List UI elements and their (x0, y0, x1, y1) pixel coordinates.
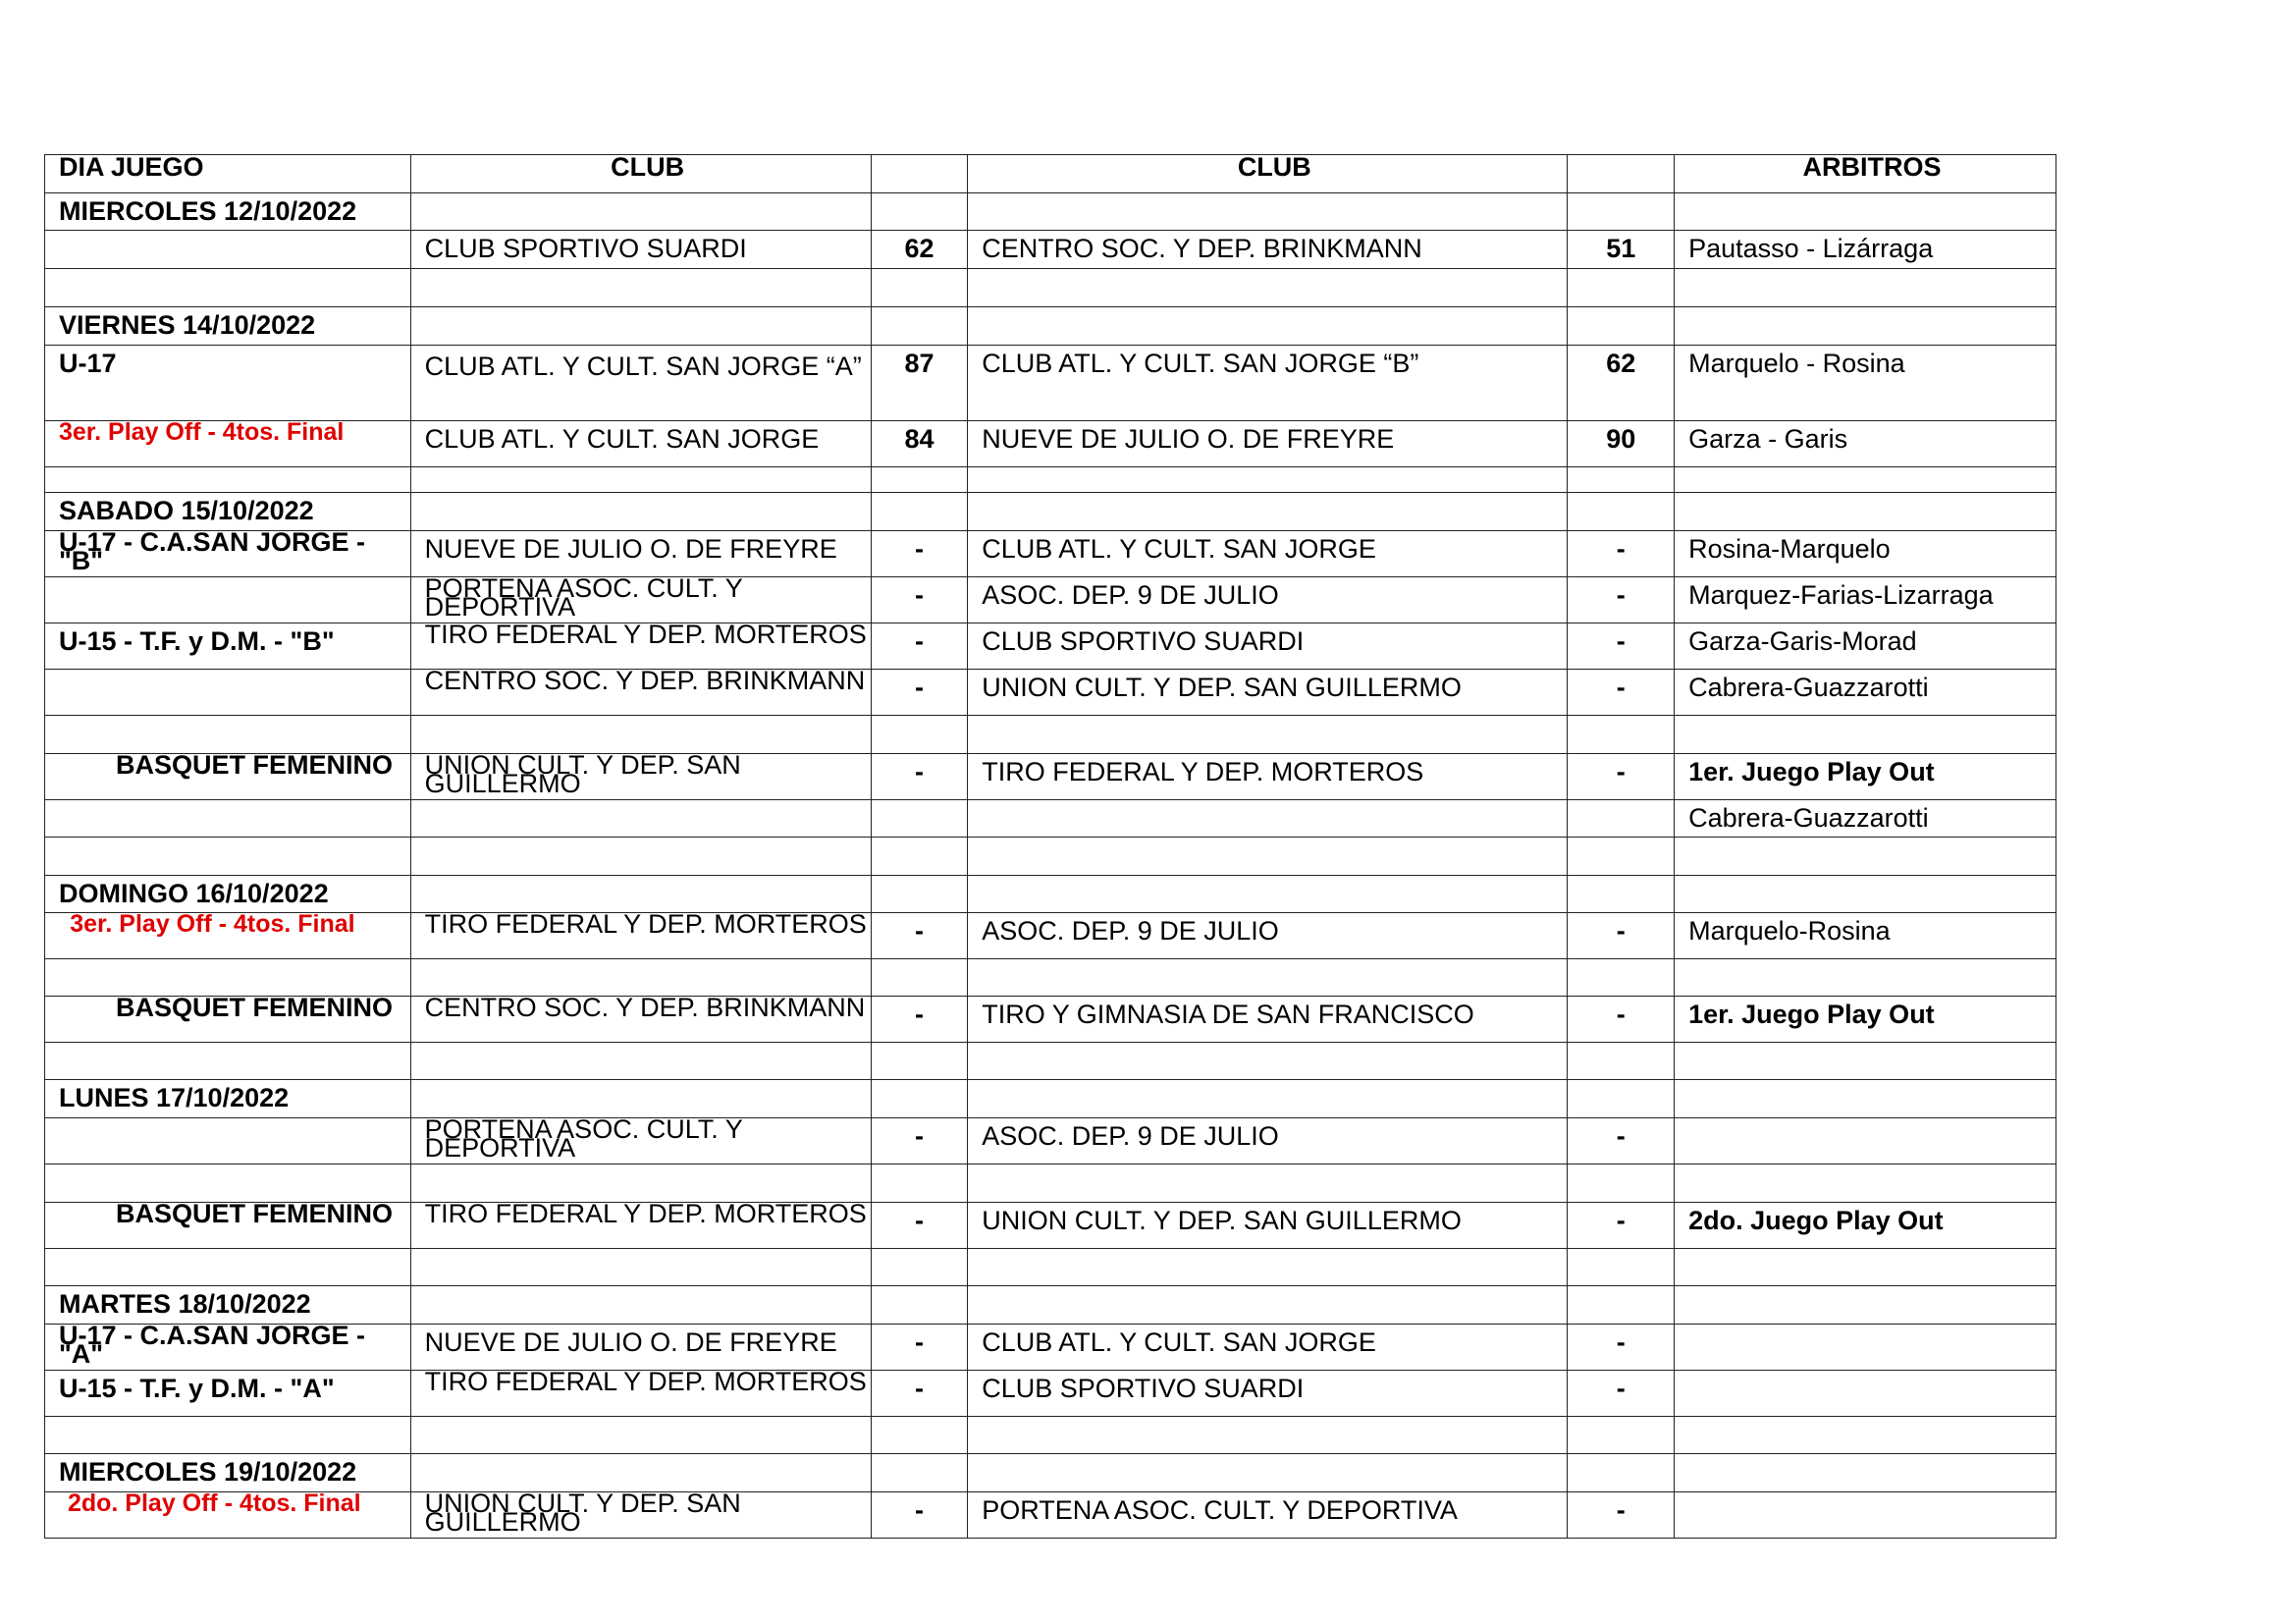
empty-row (45, 716, 2056, 754)
date-cell: VIERNES 14/10/2022 (45, 307, 411, 346)
arbitros: 1er. Juego Play Out (1675, 997, 2056, 1043)
score-visitante: 90 (1568, 421, 1675, 467)
score-local: - (871, 531, 967, 577)
club-local: UNION CULT. Y DEP. SAN GUILLERMO (410, 754, 871, 800)
date-cell: DOMINGO 16/10/2022 (45, 876, 411, 913)
category-cell: U-15 - T.F. y D.M. - "B" (45, 623, 411, 670)
club-local: TIRO FEDERAL Y DEP. MORTEROS (410, 1371, 871, 1417)
date-cell: LUNES 17/10/2022 (45, 1080, 411, 1118)
match-row (45, 1203, 2056, 1249)
match-row (45, 421, 2056, 467)
club-visitante: TIRO FEDERAL Y DEP. MORTEROS (968, 754, 1568, 800)
date-row (45, 1454, 2056, 1492)
match-row (45, 577, 2056, 623)
category-cell: 3er. Play Off - 4tos. Final (45, 421, 411, 467)
score-local: - (871, 623, 967, 670)
club-visitante: CLUB ATL. Y CULT. SAN JORGE (968, 1325, 1568, 1371)
date-cell: MIERCOLES 19/10/2022 (45, 1454, 411, 1492)
empty-row (45, 1417, 2056, 1454)
club-local: TIRO FEDERAL Y DEP. MORTEROS (410, 913, 871, 959)
score-visitante: - (1568, 997, 1675, 1043)
arbitros: Marquelo - Rosina (1675, 346, 2056, 421)
score-visitante: - (1568, 913, 1675, 959)
club-visitante: CENTRO SOC. Y DEP. BRINKMANN (968, 231, 1568, 269)
score-visitante: 62 (1568, 346, 1675, 421)
club-local: CENTRO SOC. Y DEP. BRINKMANN (410, 670, 871, 716)
date-row (45, 1286, 2056, 1325)
category-cell: U-17 - C.A.SAN JORGE - "B" (45, 531, 411, 577)
club-local: UNION CULT. Y DEP. SAN GUILLERMO (410, 1492, 871, 1539)
match-row (45, 531, 2056, 577)
empty-row (45, 959, 2056, 997)
club-local: PORTENA ASOC. CULT. Y DEPORTIVA (410, 1118, 871, 1164)
match-row (45, 1492, 2056, 1539)
match-row (45, 754, 2056, 800)
date-row (45, 307, 2056, 346)
club-local: TIRO FEDERAL Y DEP. MORTEROS (410, 623, 871, 670)
empty-row (45, 269, 2056, 307)
header-row (45, 155, 2056, 193)
col-arbitros: ARBITROS (1675, 155, 2056, 193)
empty-row (45, 1249, 2056, 1286)
date-row (45, 1080, 2056, 1118)
club-visitante: TIRO Y GIMNASIA DE SAN FRANCISCO (968, 997, 1568, 1043)
col-score-visitante (1568, 155, 1675, 193)
club-visitante: UNION CULT. Y DEP. SAN GUILLERMO (968, 670, 1568, 716)
fixture-table (44, 154, 2056, 1539)
arbitros: Marquelo-Rosina (1675, 913, 2056, 959)
match-row (45, 997, 2056, 1043)
score-visitante: - (1568, 1118, 1675, 1164)
date-row (45, 493, 2056, 531)
match-row (45, 1118, 2056, 1164)
match-row (45, 623, 2056, 670)
score-local: - (871, 670, 967, 716)
score-visitante: - (1568, 623, 1675, 670)
col-club-local: CLUB (410, 155, 871, 193)
arbitros: Garza - Garis (1675, 421, 2056, 467)
score-local: - (871, 754, 967, 800)
col-club-visitante: CLUB (968, 155, 1568, 193)
category-cell: BASQUET FEMENINO (45, 754, 411, 800)
category-cell: U-17 - C.A.SAN JORGE - "A" (45, 1325, 411, 1371)
match-row (45, 913, 2056, 959)
category-cell: U-15 - T.F. y D.M. - "A" (45, 1371, 411, 1417)
date-cell: MARTES 18/10/2022 (45, 1286, 411, 1325)
date-row (45, 193, 2056, 231)
club-visitante: CLUB ATL. Y CULT. SAN JORGE (968, 531, 1568, 577)
col-dia-juego: DIA JUEGO (45, 155, 411, 193)
club-visitante: CLUB SPORTIVO SUARDI (968, 1371, 1568, 1417)
arbitros: Garza-Garis-Morad (1675, 623, 2056, 670)
score-visitante: - (1568, 670, 1675, 716)
club-visitante: CLUB ATL. Y CULT. SAN JORGE “B” (968, 346, 1568, 421)
category-cell: 3er. Play Off - 4tos. Final (45, 913, 411, 959)
club-visitante: ASOC. DEP. 9 DE JULIO (968, 913, 1568, 959)
club-visitante: CLUB SPORTIVO SUARDI (968, 623, 1568, 670)
club-local: CENTRO SOC. Y DEP. BRINKMANN (410, 997, 871, 1043)
club-visitante: ASOC. DEP. 9 DE JULIO (968, 577, 1568, 623)
score-local: - (871, 997, 967, 1043)
empty-row (45, 1043, 2056, 1080)
match-row (45, 800, 2056, 838)
club-local: CLUB SPORTIVO SUARDI (410, 231, 871, 269)
empty-row (45, 467, 2056, 493)
category-cell: BASQUET FEMENINO (45, 997, 411, 1043)
score-visitante: - (1568, 531, 1675, 577)
club-local: NUEVE DE JULIO O. DE FREYRE (410, 531, 871, 577)
match-row (45, 231, 2056, 269)
score-local: - (871, 1492, 967, 1539)
score-local: - (871, 1118, 967, 1164)
empty-row (45, 838, 2056, 876)
club-visitante: ASOC. DEP. 9 DE JULIO (968, 1118, 1568, 1164)
score-local: 62 (871, 231, 967, 269)
club-local: NUEVE DE JULIO O. DE FREYRE (410, 1325, 871, 1371)
score-visitante: - (1568, 1492, 1675, 1539)
arbitros: Cabrera-Guazzarotti (1675, 800, 2056, 838)
arbitros: Pautasso - Lizárraga (1675, 231, 2056, 269)
club-local: CLUB ATL. Y CULT. SAN JORGE (410, 421, 871, 467)
col-score-local (871, 155, 967, 193)
category-cell: BASQUET FEMENINO (45, 1203, 411, 1249)
club-local: CLUB ATL. Y CULT. SAN JORGE “A” (410, 346, 871, 421)
arbitros: Marquez-Farias-Lizarraga (1675, 577, 2056, 623)
club-local: TIRO FEDERAL Y DEP. MORTEROS (410, 1203, 871, 1249)
match-row (45, 346, 2056, 421)
empty-row (45, 1164, 2056, 1203)
score-local: - (871, 1325, 967, 1371)
arbitros: Cabrera-Guazzarotti (1675, 670, 2056, 716)
date-row (45, 876, 2056, 913)
score-local: 87 (871, 346, 967, 421)
score-visitante: - (1568, 577, 1675, 623)
date-cell: MIERCOLES 12/10/2022 (45, 193, 411, 231)
date-cell: SABADO 15/10/2022 (45, 493, 411, 531)
score-visitante: - (1568, 754, 1675, 800)
score-local: - (871, 577, 967, 623)
score-local: - (871, 913, 967, 959)
category-cell: 2do. Play Off - 4tos. Final (45, 1492, 411, 1539)
score-local: - (871, 1203, 967, 1249)
score-local: - (871, 1371, 967, 1417)
club-visitante: UNION CULT. Y DEP. SAN GUILLERMO (968, 1203, 1568, 1249)
match-row (45, 1371, 2056, 1417)
match-row (45, 670, 2056, 716)
club-local: PORTENA ASOC. CULT. Y DEPORTIVA (410, 577, 871, 623)
arbitros: 2do. Juego Play Out (1675, 1203, 2056, 1249)
score-visitante: - (1568, 1371, 1675, 1417)
match-row (45, 1325, 2056, 1371)
score-visitante: - (1568, 1203, 1675, 1249)
arbitros: 1er. Juego Play Out (1675, 754, 2056, 800)
arbitros: Rosina-Marquelo (1675, 531, 2056, 577)
club-visitante: NUEVE DE JULIO O. DE FREYRE (968, 421, 1568, 467)
club-visitante: PORTENA ASOC. CULT. Y DEPORTIVA (968, 1492, 1568, 1539)
score-visitante: - (1568, 1325, 1675, 1371)
score-visitante: 51 (1568, 231, 1675, 269)
score-local: 84 (871, 421, 967, 467)
category-cell: U-17 (45, 346, 411, 421)
